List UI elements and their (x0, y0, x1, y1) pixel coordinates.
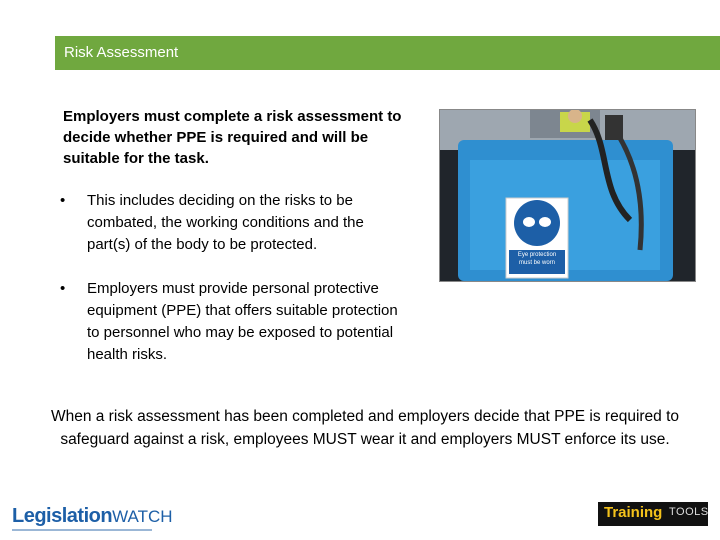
bullet-marker: • (60, 280, 66, 297)
logo-text-watch: WATCH (112, 507, 173, 526)
intro-text: Employers must complete a risk assessment to decide whether PPE is required and will be suitable for the task. (63, 108, 402, 167)
logo-text-tools: TOOLS (669, 506, 709, 518)
list-item (60, 278, 405, 366)
bullet-marker: • (60, 192, 66, 209)
ppe-photo-illustration (440, 110, 695, 281)
page-title: Risk Assessment (64, 44, 179, 61)
logo-tagline-rule (12, 529, 152, 531)
logo-text-training: Training (604, 504, 663, 521)
bullet-text: Employers must provide personal protective equipment (PPE) that offers suitable protection to personnel who may be exposed to potential health risks. (87, 280, 398, 363)
legislation-watch-logo (12, 505, 173, 535)
bullet-list (60, 190, 405, 388)
bullet-text: This includes deciding on the risks to be combated, the working conditions and the part(s) of the body to be protected. (87, 192, 364, 253)
title-bar (55, 36, 720, 70)
sign-text: Eye protection must be worn (517, 252, 557, 266)
ppe-photo (439, 109, 696, 282)
logo-text-legislation: Legislation (12, 505, 113, 527)
list-item (60, 190, 405, 256)
closing-statement: When a risk assessment has been completed and employers decide that PPE is required to safeguard against a risk, employees MUST wear it and employers MUST enforce its use. (50, 408, 680, 448)
training-tools-logo (598, 502, 708, 526)
